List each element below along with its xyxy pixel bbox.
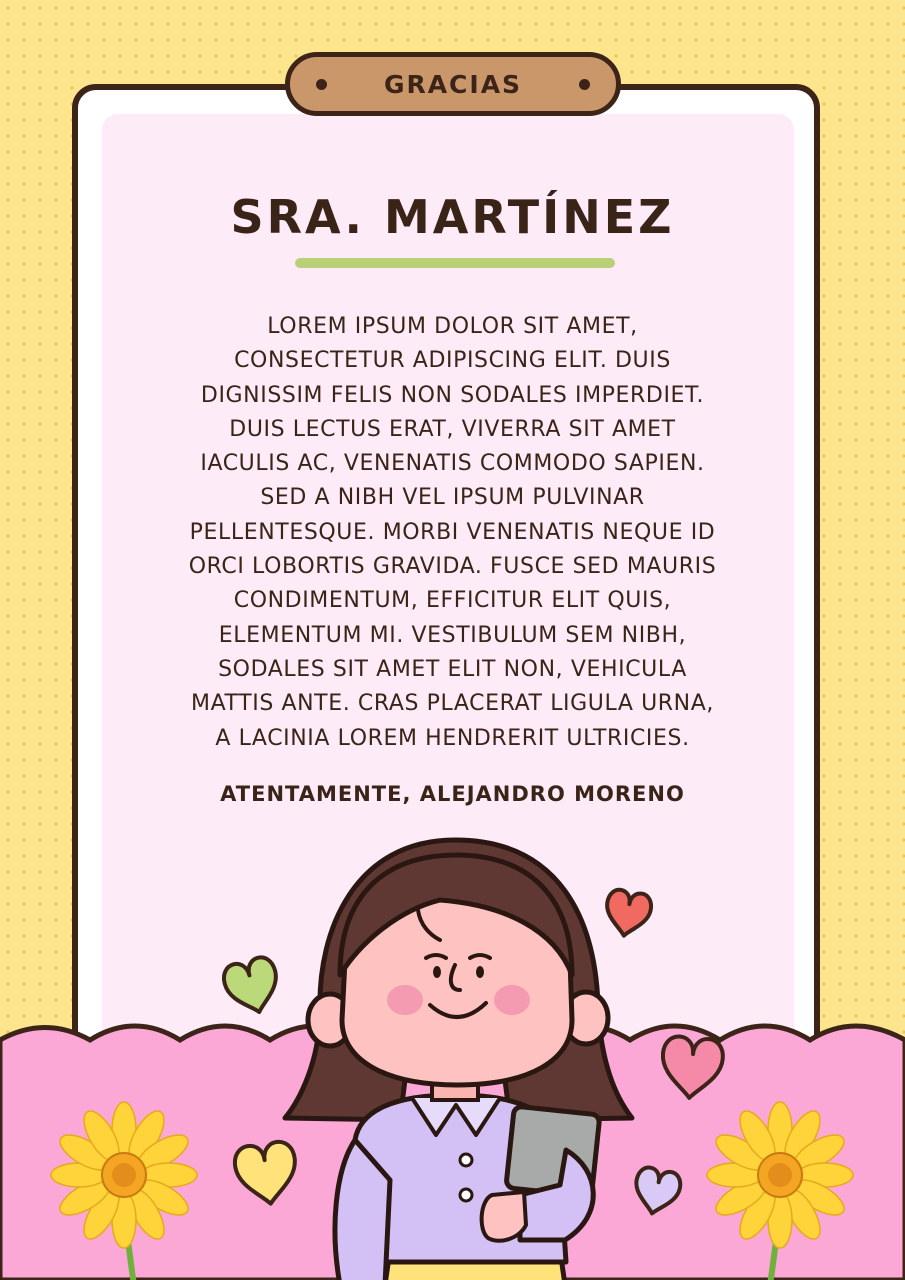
letter-line: IACULIS AC, VENENATIS COMMODO SAPIEN. — [200, 451, 705, 477]
letter-line: A LACINIA LOREM HENDRERIT ULTRICIES. — [215, 725, 690, 751]
letter-line: CONSECTETUR ADIPISCING ELIT. DUIS — [234, 348, 671, 374]
letter-line: MATTIS ANTE. CRAS PLACERAT LIGULA URNA, — [191, 691, 714, 717]
letter-line: ELEMENTUM MI. VESTIBULUM SEM NIBH, — [218, 622, 687, 648]
letter-line: ORCI LOBORTIS GRAVIDA. FUSCE SED MAURIS — [188, 554, 717, 580]
letter-line: DIGNISSIM FELIS NON SODALES IMPERDIET. — [200, 382, 705, 408]
signature: ATENTAMENTE, ALEJANDRO MORENO — [220, 782, 685, 806]
letter-line: CONDIMENTUM, EFFICITUR ELIT QUIS, — [233, 588, 672, 614]
teacher-girl-icon — [285, 840, 632, 1280]
tag-label: GRACIAS — [383, 70, 523, 99]
heart-icon — [602, 888, 653, 939]
letter-line: PELLENTESQUE. MORBI VENENATIS NEQUE ID — [189, 519, 716, 545]
letter-line: LOREM IPSUM DOLOR SIT AMET, — [267, 314, 638, 339]
letter-line: DUIS LECTUS ERAT, VIVERRA SIT AMET — [229, 416, 676, 442]
letter-line: SED A NIBH VEL IPSUM PULVINAR — [260, 485, 645, 511]
letter-line: SODALES SIT AMET ELIT NON, VEHICULA — [218, 656, 687, 682]
letter-title: SRA. MARTÍNEZ — [230, 190, 675, 244]
heart-icon — [220, 954, 284, 1018]
